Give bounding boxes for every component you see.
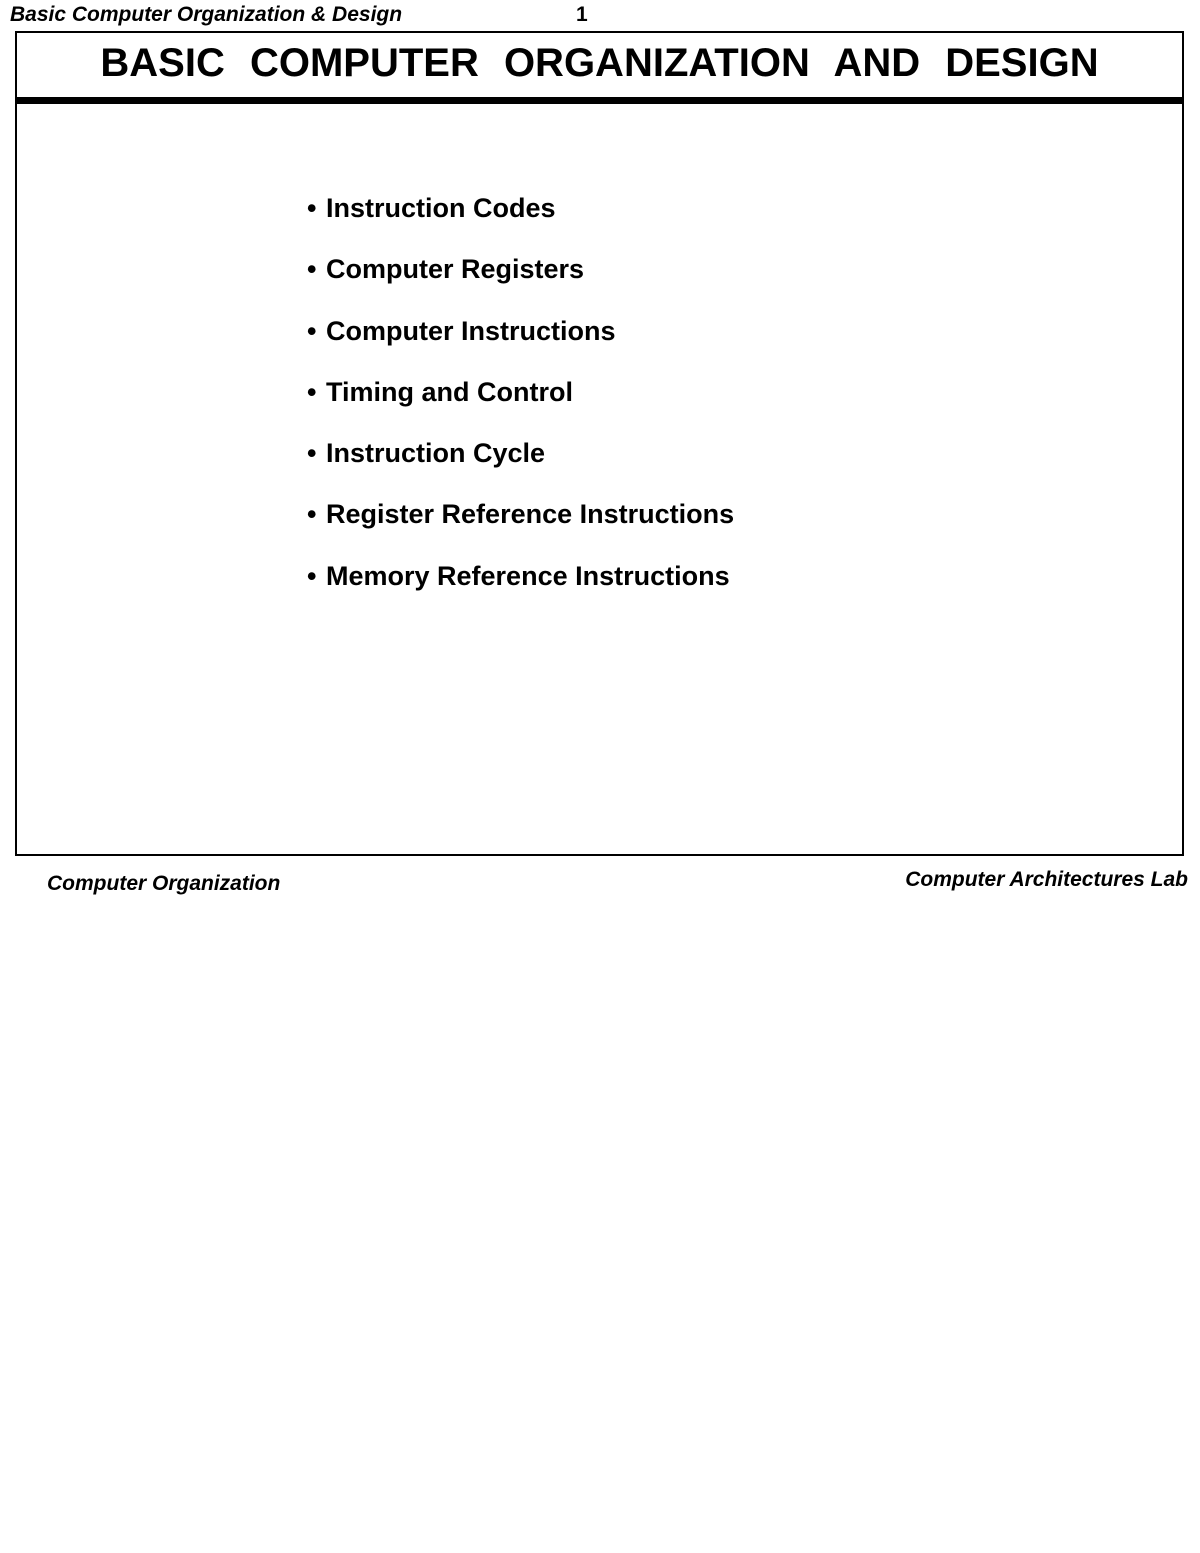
topic-item [307,561,734,622]
bullet-icon: • [307,254,317,285]
bullet-icon: • [307,499,317,530]
topic-label: Instruction Codes [326,193,556,223]
bullet-icon: • [307,315,317,346]
bullet-icon: • [307,376,317,407]
topic-item [307,316,734,377]
footer-lab-name: Computer Architectures Lab [905,868,1188,891]
title-rule [15,97,1184,104]
page-number: 1 [576,3,588,26]
running-header-title: Basic Computer Organization & Design [10,3,403,26]
bullet-icon: • [307,438,317,469]
topic-list [307,193,734,622]
topic-item [307,499,734,560]
bullet-icon: • [307,560,317,591]
footer-course-name: Computer Organization [47,872,281,895]
topic-label: Memory Reference Instructions [326,560,730,591]
topic-label: Timing and Control [326,376,573,407]
topic-item [307,438,734,499]
topic-item [307,377,734,438]
topic-label: Register Reference Instructions [326,499,735,530]
topic-label: Instruction Cycle [326,438,546,469]
topic-label: Computer Registers [326,254,585,285]
topic-item [307,193,734,254]
topic-label: Computer Instructions [326,315,616,346]
bullet-icon: • [307,193,317,223]
slide-title: BASIC COMPUTER ORGANIZATION AND DESIGN [100,41,1099,85]
slide-frame [15,31,1184,856]
topic-item [307,254,734,315]
